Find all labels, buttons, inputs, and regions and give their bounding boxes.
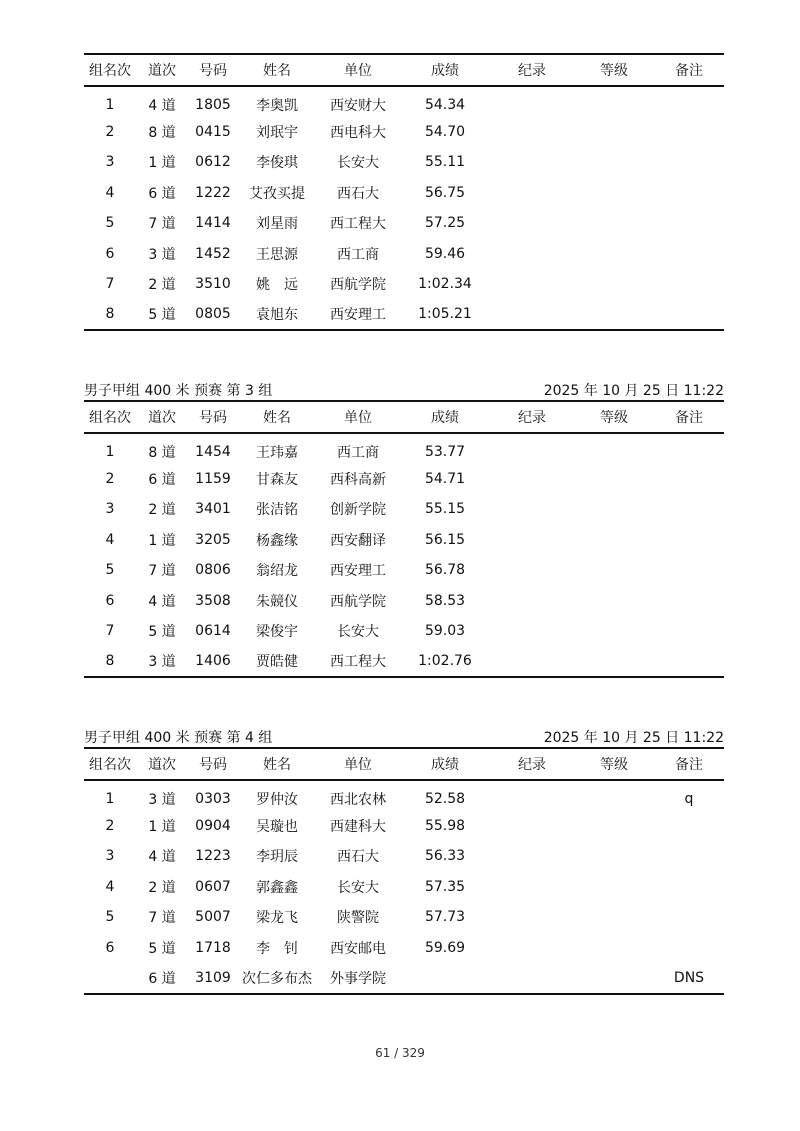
- name-cell: 艾孜买提: [249, 185, 305, 202]
- event-title: 男子甲组 400 米 预赛 第 3 组: [84, 383, 273, 399]
- column-header: 道次: [148, 63, 176, 79]
- note-cell: [654, 555, 724, 586]
- column-header: 号码: [199, 63, 227, 79]
- result-cell: 56.33: [424, 848, 466, 865]
- lane-cell: 1 道: [148, 155, 176, 172]
- table-row: [84, 494, 724, 525]
- lane-cell: 7 道: [148, 910, 176, 927]
- result-cell: [400, 963, 490, 994]
- column-header: 等级: [600, 757, 628, 773]
- bib-cell: 1718: [195, 939, 231, 956]
- column-header: 单位: [344, 63, 372, 79]
- result-cell: 55.15: [424, 501, 466, 518]
- bib-cell: 1159: [195, 470, 231, 487]
- unit-cell: 西北农林: [330, 791, 386, 808]
- event-datetime: 2025 年 10 月 25 日 11:22: [543, 730, 724, 746]
- table-body: [84, 780, 724, 994]
- result-cell: 58.53: [424, 592, 466, 609]
- rank-cell: [84, 963, 136, 994]
- table-row: [84, 780, 724, 811]
- results-section-2: [84, 378, 724, 678]
- table-row: [84, 525, 724, 556]
- note-cell: [654, 647, 724, 678]
- name-cell: 梁龙飞: [256, 910, 298, 927]
- note-cell: [654, 841, 724, 872]
- rank-cell: 8: [105, 306, 115, 323]
- table-row: [84, 208, 724, 239]
- bib-cell: 0904: [195, 817, 231, 834]
- results-table: [84, 53, 724, 331]
- name-cell: 李玥辰: [256, 849, 298, 866]
- bib-cell: 3508: [195, 592, 231, 609]
- bib-cell: 0415: [195, 123, 231, 140]
- name-cell: 李奥凯: [256, 97, 298, 114]
- unit-cell: 西工商: [337, 444, 379, 461]
- lane-cell: 3 道: [148, 246, 176, 263]
- rank-cell: 6: [105, 245, 115, 262]
- results-table: [84, 400, 724, 678]
- unit-cell: 西石大: [337, 849, 379, 866]
- column-header: 单位: [344, 757, 372, 773]
- column-header: 组名次: [89, 63, 131, 79]
- lane-cell: 3 道: [148, 791, 176, 808]
- rank-cell: 3: [105, 501, 115, 518]
- column-header: 姓名: [263, 410, 291, 426]
- name-cell: 郭鑫鑫: [256, 879, 298, 896]
- column-header: 号码: [199, 410, 227, 426]
- record-cell: [490, 555, 574, 586]
- table-row: [84, 872, 724, 903]
- grade-cell: [574, 647, 654, 678]
- grade-cell: [574, 616, 654, 647]
- lane-cell: 2 道: [148, 879, 176, 896]
- table-row: [84, 616, 724, 647]
- bib-cell: 1454: [195, 443, 231, 460]
- record-cell: [490, 300, 574, 331]
- lane-cell: 5 道: [148, 307, 176, 324]
- section-caption: [84, 725, 724, 747]
- grade-cell: [574, 902, 654, 933]
- column-header: 等级: [600, 63, 628, 79]
- column-header: 纪录: [518, 410, 546, 426]
- lane-cell: 7 道: [148, 216, 176, 233]
- column-header: 等级: [600, 410, 628, 426]
- grade-cell: [574, 780, 654, 811]
- result-cell: 54.70: [424, 123, 466, 140]
- results-section-1: [84, 53, 724, 331]
- result-cell: 56.75: [424, 184, 466, 201]
- bib-cell: 1223: [195, 848, 231, 865]
- column-header: 成绩: [431, 410, 459, 426]
- table-row: [84, 239, 724, 270]
- unit-cell: 西航学院: [330, 277, 386, 294]
- grade-cell: [574, 433, 654, 464]
- grade-cell: [574, 86, 654, 117]
- unit-cell: 西安财大: [330, 97, 386, 114]
- column-header: 组名次: [89, 410, 131, 426]
- results-table: [84, 747, 724, 995]
- note-cell: [654, 239, 724, 270]
- table-row: [84, 117, 724, 148]
- result-cell: 56.78: [424, 562, 466, 579]
- result-cell: 54.34: [424, 96, 466, 113]
- note-cell: [654, 525, 724, 556]
- name-cell: 吴璇也: [256, 818, 298, 835]
- record-cell: [490, 841, 574, 872]
- result-cell: 57.35: [424, 878, 466, 895]
- result-cell: 52.58: [424, 790, 466, 807]
- record-cell: [490, 616, 574, 647]
- record-cell: [490, 963, 574, 994]
- result-cell: 53.77: [424, 443, 466, 460]
- result-cell: 1:02.34: [418, 276, 472, 293]
- lane-cell: 6 道: [148, 471, 176, 488]
- grade-cell: [574, 494, 654, 525]
- lane-cell: 6 道: [148, 970, 176, 987]
- results-section-3: [84, 725, 724, 995]
- lane-cell: 5 道: [148, 940, 176, 957]
- table-row: [84, 811, 724, 842]
- bib-cell: 3510: [195, 276, 231, 293]
- result-cell: 59.46: [424, 245, 466, 262]
- table-row: [84, 147, 724, 178]
- table-row: [84, 269, 724, 300]
- record-cell: [490, 933, 574, 964]
- lane-cell: 4 道: [148, 593, 176, 610]
- name-cell: 次仁多布杰: [242, 970, 312, 987]
- result-cell: 55.11: [424, 154, 466, 171]
- bib-cell: 1406: [195, 653, 231, 670]
- note-cell: DNS: [673, 969, 705, 986]
- bib-cell: 0612: [195, 154, 231, 171]
- record-cell: [490, 647, 574, 678]
- name-cell: 甘森友: [256, 471, 298, 488]
- grade-cell: [574, 464, 654, 495]
- result-cell: 59.03: [424, 623, 466, 640]
- column-header: 号码: [199, 757, 227, 773]
- rank-cell: 6: [105, 592, 115, 609]
- result-cell: 55.98: [424, 817, 466, 834]
- unit-cell: 西安理工: [330, 563, 386, 580]
- note-cell: [654, 178, 724, 209]
- unit-cell: 创新学院: [330, 502, 386, 519]
- record-cell: [490, 269, 574, 300]
- table-row: [84, 963, 724, 994]
- rank-cell: 5: [105, 909, 115, 926]
- unit-cell: 西安理工: [330, 307, 386, 324]
- grade-cell: [574, 872, 654, 903]
- column-header: 成绩: [431, 63, 459, 79]
- result-cell: 59.69: [424, 939, 466, 956]
- rank-cell: 8: [105, 653, 115, 670]
- table-body: [84, 86, 724, 330]
- rank-cell: 3: [105, 848, 115, 865]
- result-cell: 1:05.21: [418, 306, 472, 323]
- rank-cell: 1: [105, 790, 115, 807]
- table-row: [84, 647, 724, 678]
- record-cell: [490, 464, 574, 495]
- unit-cell: 西安邮电: [330, 940, 386, 957]
- grade-cell: [574, 811, 654, 842]
- lane-cell: 6 道: [148, 185, 176, 202]
- lane-cell: 2 道: [148, 277, 176, 294]
- lane-cell: 1 道: [148, 532, 176, 549]
- rank-cell: 4: [105, 531, 115, 548]
- bib-cell: 0607: [195, 878, 231, 895]
- rank-cell: 2: [105, 817, 115, 834]
- record-cell: [490, 494, 574, 525]
- result-cell: 56.15: [424, 531, 466, 548]
- result-cell: 1:02.76: [418, 653, 472, 670]
- lane-cell: 7 道: [148, 563, 176, 580]
- note-cell: [654, 811, 724, 842]
- rank-cell: 1: [105, 443, 115, 460]
- table-body: [84, 433, 724, 677]
- bib-cell: 1414: [195, 215, 231, 232]
- name-cell: 刘星雨: [256, 216, 298, 233]
- name-cell: 罗仲汝: [256, 791, 298, 808]
- note-cell: q: [684, 790, 694, 807]
- rank-cell: 7: [105, 276, 115, 293]
- lane-cell: 4 道: [148, 97, 176, 114]
- lane-cell: 2 道: [148, 502, 176, 519]
- table-row: [84, 555, 724, 586]
- unit-cell: 西安翻译: [330, 532, 386, 549]
- note-cell: [654, 902, 724, 933]
- table-header-row: [84, 748, 724, 780]
- note-cell: [654, 147, 724, 178]
- column-header: 道次: [148, 410, 176, 426]
- column-header: 姓名: [263, 63, 291, 79]
- rank-cell: 7: [105, 623, 115, 640]
- event-datetime: 2025 年 10 月 25 日 11:22: [543, 383, 724, 399]
- record-cell: [490, 872, 574, 903]
- name-cell: 杨鑫缘: [256, 532, 298, 549]
- result-cell: 54.71: [424, 470, 466, 487]
- unit-cell: 长安大: [337, 624, 379, 641]
- lane-cell: 8 道: [148, 124, 176, 141]
- lane-cell: 8 道: [148, 444, 176, 461]
- grade-cell: [574, 841, 654, 872]
- name-cell: 李俊琪: [256, 155, 298, 172]
- lane-cell: 3 道: [148, 654, 176, 671]
- note-cell: [654, 117, 724, 148]
- name-cell: 刘珉宇: [256, 124, 298, 141]
- table-row: [84, 86, 724, 117]
- bib-cell: 1222: [195, 184, 231, 201]
- grade-cell: [574, 933, 654, 964]
- note-cell: [654, 586, 724, 617]
- table-row: [84, 464, 724, 495]
- unit-cell: 西科高新: [330, 471, 386, 488]
- unit-cell: 西工程大: [330, 216, 386, 233]
- name-cell: 王玮嘉: [256, 444, 298, 461]
- note-cell: [654, 208, 724, 239]
- grade-cell: [574, 239, 654, 270]
- rank-cell: 2: [105, 470, 115, 487]
- unit-cell: 西石大: [337, 185, 379, 202]
- bib-cell: 1452: [195, 245, 231, 262]
- record-cell: [490, 208, 574, 239]
- column-header: 备注: [675, 757, 703, 773]
- record-cell: [490, 780, 574, 811]
- table-row: [84, 586, 724, 617]
- result-cell: 57.25: [424, 215, 466, 232]
- name-cell: 王思源: [256, 246, 298, 263]
- name-cell: 翁绍龙: [256, 563, 298, 580]
- bib-cell: 1805: [195, 96, 231, 113]
- grade-cell: [574, 525, 654, 556]
- section-caption: [84, 378, 724, 400]
- lane-cell: 1 道: [148, 818, 176, 835]
- table-row: [84, 841, 724, 872]
- name-cell: 李 钊: [256, 940, 298, 957]
- grade-cell: [574, 300, 654, 331]
- record-cell: [490, 525, 574, 556]
- lane-cell: 4 道: [148, 849, 176, 866]
- grade-cell: [574, 586, 654, 617]
- note-cell: [654, 269, 724, 300]
- column-header: 道次: [148, 757, 176, 773]
- grade-cell: [574, 117, 654, 148]
- bib-cell: 3205: [195, 531, 231, 548]
- unit-cell: 西工程大: [330, 654, 386, 671]
- column-header: 成绩: [431, 757, 459, 773]
- page-number: 61 / 329: [375, 1046, 425, 1060]
- rank-cell: 5: [105, 215, 115, 232]
- name-cell: 梁俊宇: [256, 624, 298, 641]
- name-cell: 朱競仪: [256, 593, 298, 610]
- table-row: [84, 300, 724, 331]
- record-cell: [490, 811, 574, 842]
- bib-cell: 5007: [195, 909, 231, 926]
- lane-cell: 5 道: [148, 624, 176, 641]
- table-row: [84, 933, 724, 964]
- unit-cell: 西建科大: [330, 818, 386, 835]
- bib-cell: 3401: [195, 501, 231, 518]
- grade-cell: [574, 963, 654, 994]
- note-cell: [654, 872, 724, 903]
- record-cell: [490, 117, 574, 148]
- event-title: 男子甲组 400 米 预赛 第 4 组: [84, 730, 273, 746]
- column-header: 单位: [344, 410, 372, 426]
- column-header: 姓名: [263, 757, 291, 773]
- name-cell: 贾皓健: [256, 654, 298, 671]
- name-cell: 姚 远: [256, 277, 298, 294]
- unit-cell: 西电科大: [330, 124, 386, 141]
- record-cell: [490, 433, 574, 464]
- bib-cell: 0805: [195, 306, 231, 323]
- record-cell: [490, 147, 574, 178]
- record-cell: [490, 586, 574, 617]
- grade-cell: [574, 269, 654, 300]
- grade-cell: [574, 178, 654, 209]
- column-header: 纪录: [518, 757, 546, 773]
- rank-cell: 4: [105, 184, 115, 201]
- grade-cell: [574, 208, 654, 239]
- table-header-row: [84, 54, 724, 86]
- note-cell: [654, 464, 724, 495]
- unit-cell: 长安大: [337, 155, 379, 172]
- note-cell: [654, 494, 724, 525]
- column-header: 纪录: [518, 63, 546, 79]
- bib-cell: 3109: [195, 969, 231, 986]
- bib-cell: 0303: [195, 790, 231, 807]
- rank-cell: 2: [105, 123, 115, 140]
- note-cell: [654, 300, 724, 331]
- note-cell: [654, 933, 724, 964]
- record-cell: [490, 178, 574, 209]
- bib-cell: 0806: [195, 562, 231, 579]
- table-row: [84, 902, 724, 933]
- name-cell: 张洁铭: [256, 502, 298, 519]
- rank-cell: 5: [105, 562, 115, 579]
- note-cell: [654, 616, 724, 647]
- record-cell: [490, 239, 574, 270]
- rank-cell: 3: [105, 154, 115, 171]
- column-header: 备注: [675, 410, 703, 426]
- rank-cell: 1: [105, 96, 115, 113]
- bib-cell: 0614: [195, 623, 231, 640]
- name-cell: 袁旭东: [256, 307, 298, 324]
- column-header: 备注: [675, 63, 703, 79]
- table-header-row: [84, 401, 724, 433]
- unit-cell: 西航学院: [330, 593, 386, 610]
- record-cell: [490, 86, 574, 117]
- note-cell: [654, 433, 724, 464]
- column-header: 组名次: [89, 757, 131, 773]
- note-cell: [654, 86, 724, 117]
- record-cell: [490, 902, 574, 933]
- table-row: [84, 178, 724, 209]
- unit-cell: 长安大: [337, 879, 379, 896]
- result-cell: 57.73: [424, 909, 466, 926]
- unit-cell: 陕警院: [337, 910, 379, 927]
- unit-cell: 西工商: [337, 246, 379, 263]
- rank-cell: 4: [105, 878, 115, 895]
- rank-cell: 6: [105, 939, 115, 956]
- grade-cell: [574, 147, 654, 178]
- grade-cell: [574, 555, 654, 586]
- unit-cell: 外事学院: [330, 970, 386, 987]
- table-row: [84, 433, 724, 464]
